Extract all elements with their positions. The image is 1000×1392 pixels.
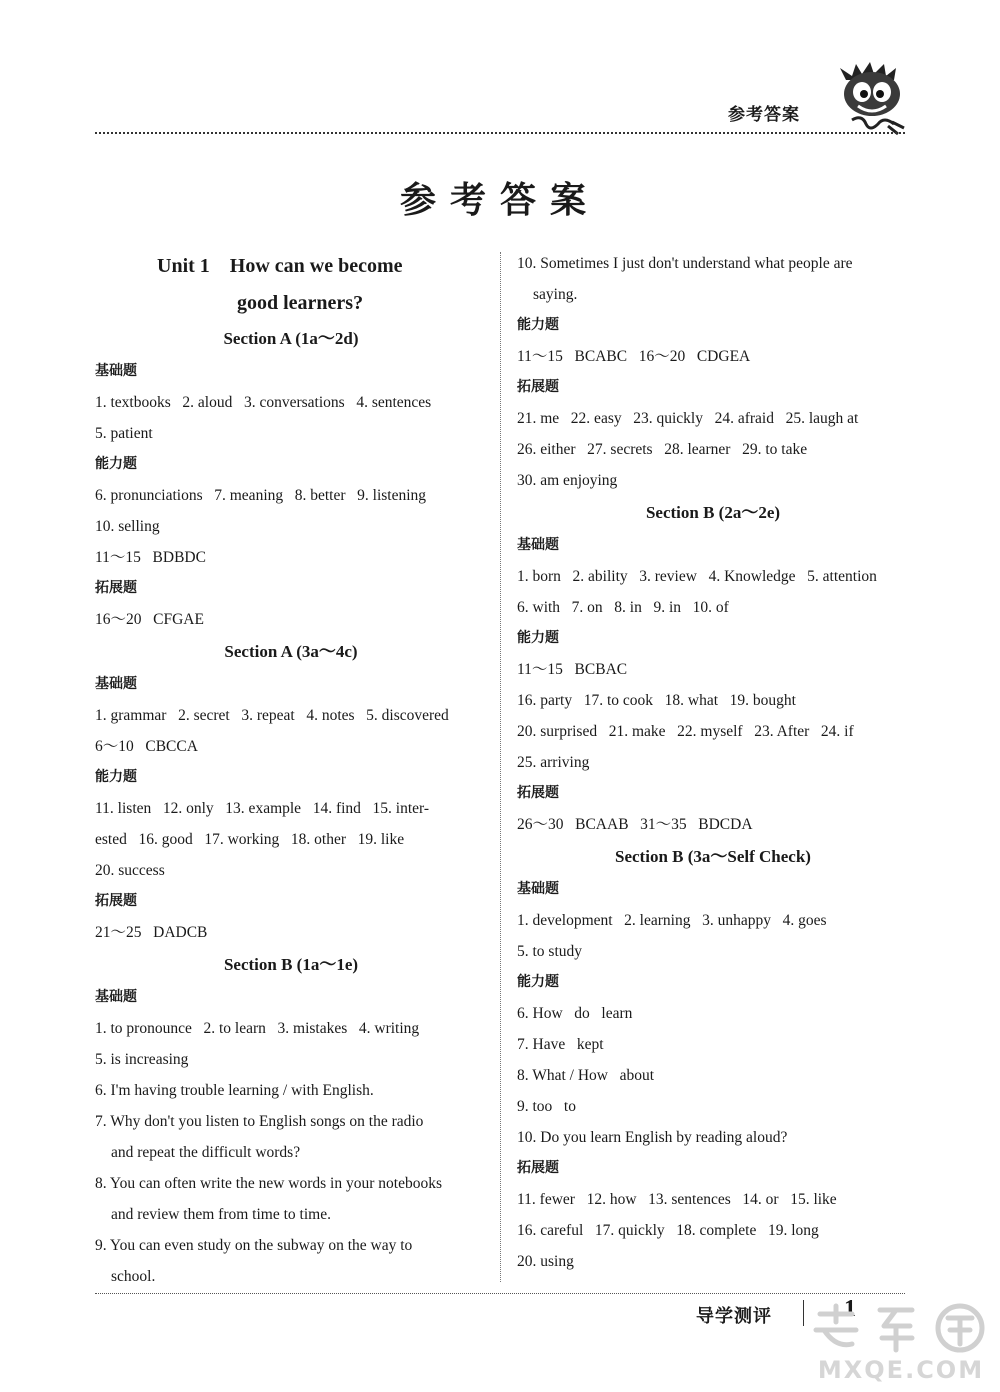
answer-line: 10. selling <box>95 518 160 535</box>
answer-line: 1. to pronounce 2. to learn 3. mistakes 4. writing <box>95 1020 420 1037</box>
section-heading: Section A (1a～2d) <box>223 329 359 348</box>
question-type-label: 拓展题 <box>517 379 559 395</box>
question-type-label: 基础题 <box>517 881 559 897</box>
answer-line: 5. is increasing <box>95 1051 189 1068</box>
unit-title-line-2: good learners? <box>237 292 364 314</box>
answer-line: 6. How do learn <box>517 1005 633 1022</box>
watermark-text: MXQE.COM <box>817 1356 985 1384</box>
answer-line: 8. You can often write the new words in your notebooks <box>95 1175 442 1192</box>
answer-line: 1. grammar 2. secret 3. repeat 4. notes 5. discovered <box>95 707 449 724</box>
right-column <box>517 248 909 1277</box>
answer-line: 7. Have kept <box>517 1036 604 1053</box>
section-heading: Section B (1a～1e) <box>223 955 359 974</box>
footer-divider <box>95 1293 905 1294</box>
answer-line: 1. textbooks 2. aloud 3. conversations 4. sentences <box>95 394 432 411</box>
cartoon-mascot-icon <box>832 58 914 140</box>
question-type-label: 基础题 <box>517 537 559 553</box>
answer-line: 16～20 CFGAE <box>95 611 204 628</box>
answer-line: 9. You can even study on the subway on the way to <box>95 1237 413 1254</box>
answer-line: 26. either 27. secrets 28. learner 29. to take <box>517 441 808 458</box>
question-type-label: 拓展题 <box>95 893 137 909</box>
answer-line: 6. with 7. on 8. in 9. in 10. of <box>517 599 729 616</box>
unit-title-line-1: Unit 1 How can we become <box>157 255 403 277</box>
answer-line: 26～30 BCAAB 31～35 BDCDA <box>517 816 753 833</box>
answer-line: 21～25 DADCB <box>95 924 208 941</box>
answer-line: saying. <box>533 286 578 303</box>
answer-line: 16. party 17. to cook 18. what 19. bought <box>517 692 796 709</box>
answer-line: 20. success <box>95 862 165 879</box>
question-type-label: 拓展题 <box>95 580 137 596</box>
answer-line: 6. pronunciations 7. meaning 8. better 9. listening <box>95 487 427 504</box>
question-type-label: 拓展题 <box>517 1160 559 1176</box>
answer-line: 11～15 BCBAC <box>517 661 628 678</box>
section-heading: Section A (3a～4c) <box>224 642 358 661</box>
answer-line: and repeat the difficult words? <box>111 1144 301 1161</box>
answer-line: 1. born 2. ability 3. review 4. Knowledge 5. attention <box>517 568 877 585</box>
section-heading: Section B (3a～Self Check) <box>615 847 811 866</box>
answer-line: 7. Why don't you listen to English songs on the radio <box>95 1113 424 1130</box>
question-type-label: 基础题 <box>95 989 137 1005</box>
answer-line: 6～10 CBCCA <box>95 738 198 755</box>
answer-line: 11～15 BCABC 16～20 CDGEA <box>517 348 751 365</box>
answer-line: 20. surprised 21. make 22. myself 23. After 24. if <box>517 723 854 740</box>
question-type-label: 基础题 <box>95 676 137 692</box>
answer-line: 20. using <box>517 1253 574 1270</box>
answer-line: 1. development 2. learning 3. unhappy 4. goes <box>517 912 827 929</box>
running-header-title: 参考答案 <box>728 105 800 125</box>
answer-line: 11. listen 12. only 13. example 14. find 15. inter- <box>95 800 430 817</box>
answer-logo-icon <box>800 1300 995 1356</box>
header-divider <box>95 132 905 134</box>
section-heading: Section B (2a～2e) <box>645 503 781 522</box>
answer-line: and review them from time to time. <box>111 1206 331 1223</box>
column-divider <box>500 252 501 1282</box>
question-type-label: 能力题 <box>517 630 559 646</box>
answer-line: school. <box>111 1268 156 1285</box>
footer-brand: 导学测评 <box>696 1306 772 1327</box>
question-type-label: 能力题 <box>95 456 137 472</box>
answer-line: 5. patient <box>95 425 153 442</box>
question-type-label: 能力题 <box>517 317 559 333</box>
page-number: 1 <box>844 1296 856 1322</box>
page-title: 参考答案 <box>399 180 600 221</box>
answer-line: 10. Sometimes I just don't understand what people are <box>517 255 853 272</box>
answer-line: 10. Do you learn English by reading aloud? <box>517 1129 788 1146</box>
question-type-label: 能力题 <box>517 974 559 990</box>
answer-line: 25. arriving <box>517 754 590 771</box>
answer-line: 30. am enjoying <box>517 472 618 489</box>
answer-line: 16. careful 17. quickly 18. complete 19. long <box>517 1222 819 1239</box>
answer-line: 11～15 BDBDC <box>95 549 206 566</box>
answer-line: 21. me 22. easy 23. quickly 24. afraid 25. laugh at <box>517 410 859 427</box>
left-column <box>95 248 487 1292</box>
answer-line: 8. What / How about <box>517 1067 655 1084</box>
answer-line: 9. too to <box>517 1098 576 1115</box>
answer-line: ested 16. good 17. working 18. other 19. like <box>95 831 405 848</box>
question-type-label: 能力题 <box>95 769 137 785</box>
question-type-label: 拓展题 <box>517 785 559 801</box>
answer-line: 5. to study <box>517 943 583 960</box>
answer-line: 6. I'm having trouble learning / with English. <box>95 1082 374 1099</box>
question-type-label: 基础题 <box>95 363 137 379</box>
answer-line: 11. fewer 12. how 13. sentences 14. or 15. like <box>517 1191 837 1208</box>
